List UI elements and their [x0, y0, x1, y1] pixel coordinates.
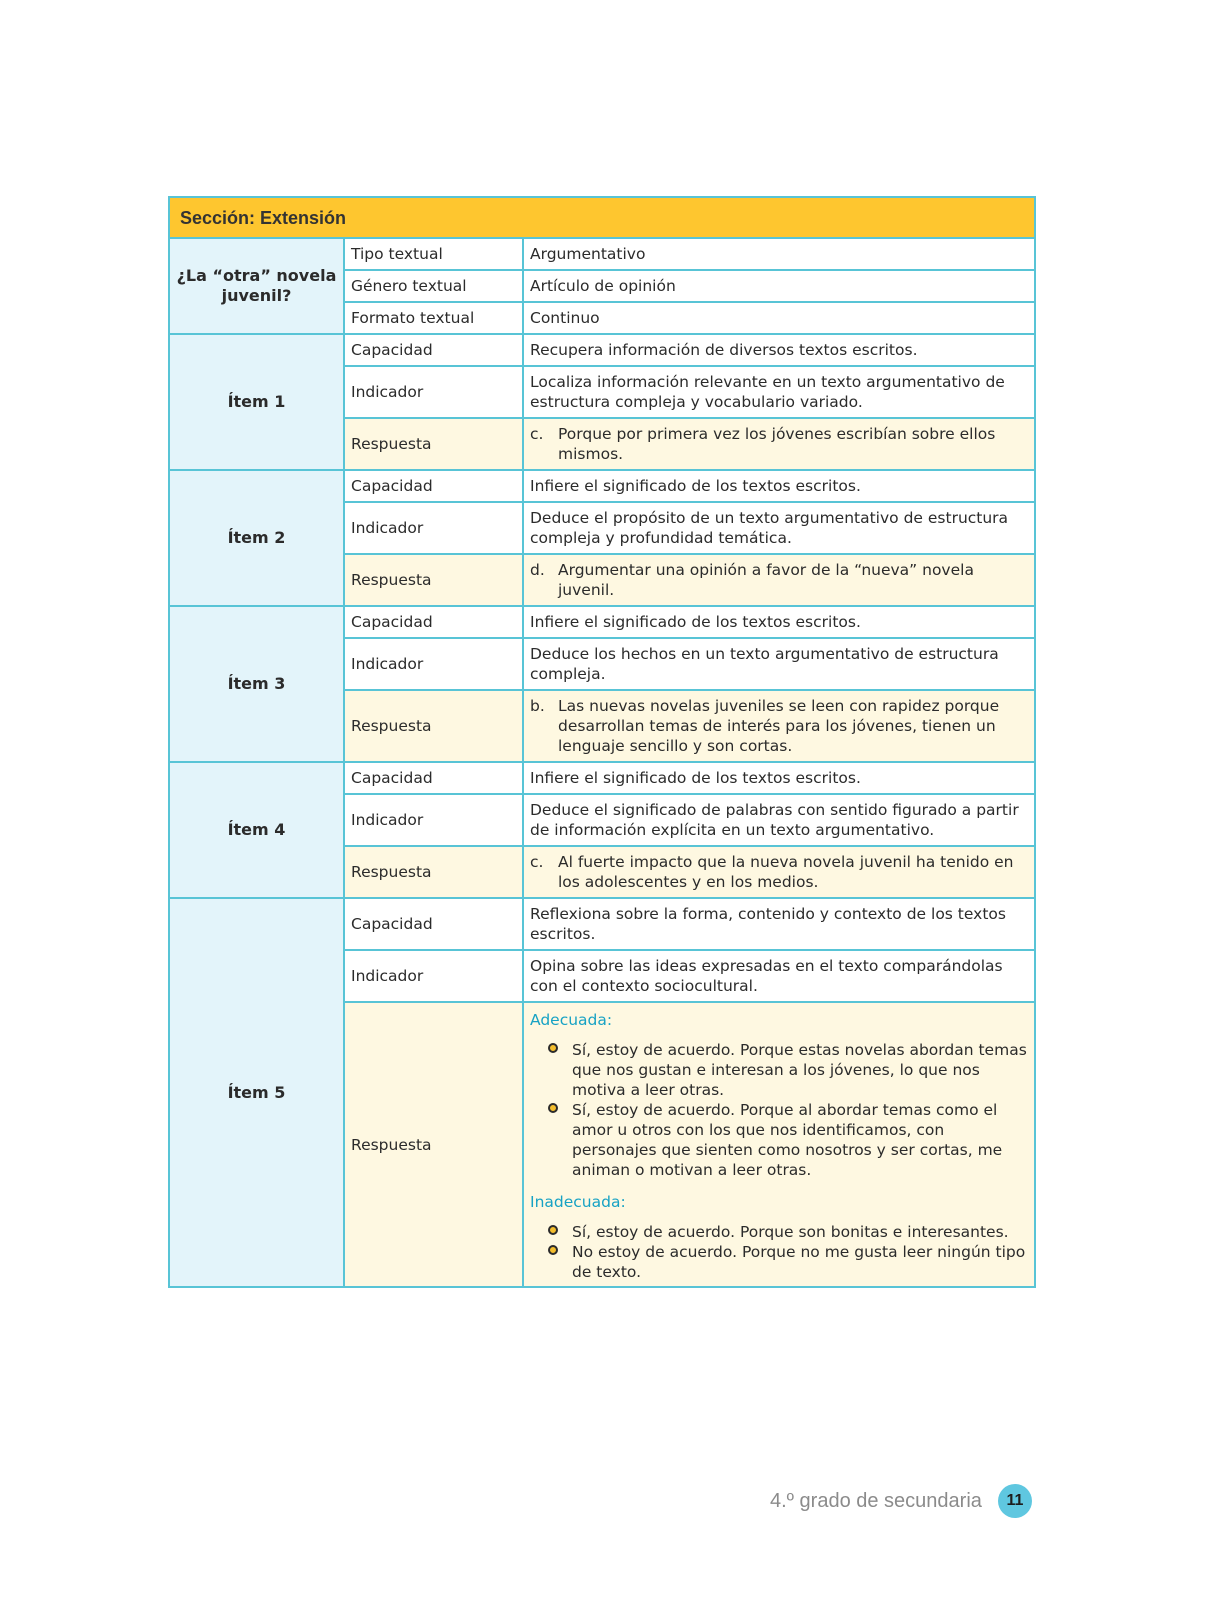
answer-text: Argumentar una opinión a favor de la “nueva” novela juvenil. — [558, 561, 974, 599]
row-label: Capacidad — [344, 334, 523, 366]
answer-letter: c. — [530, 425, 544, 443]
answer-text: Sí, estoy de acuerdo. Porque al abordar temas como el amor u otros con los que nos identificamos, con personajes que sienten como nosotros y ser cortas, me animan o motivan a leer otras. — [572, 1101, 1003, 1179]
row-label: Indicador — [344, 794, 523, 846]
row-label: Indicador — [344, 950, 523, 1002]
row-value: Argumentativo — [523, 238, 1035, 270]
row-value: Artículo de opinión — [523, 270, 1035, 302]
row-label: Género textual — [344, 270, 523, 302]
capacidad-value: Recupera información de diversos textos escritos. — [523, 334, 1035, 366]
capacidad-value: Infiere el significado de los textos escritos. — [523, 606, 1035, 638]
answer-letter: b. — [530, 697, 545, 715]
row-label: Capacidad — [344, 762, 523, 794]
row-label: Respuesta — [344, 418, 523, 470]
answer-letter: c. — [530, 853, 544, 871]
row-label: Indicador — [344, 502, 523, 554]
bullet-icon — [548, 1225, 558, 1235]
row-label: Respuesta — [344, 554, 523, 606]
list-item — [548, 1242, 1028, 1282]
row-label: Capacidad — [344, 470, 523, 502]
respuesta-value — [523, 1002, 1035, 1287]
respuesta-value — [523, 418, 1035, 470]
adecuada-list — [530, 1040, 1028, 1180]
page-number: 11 — [998, 1484, 1032, 1518]
answer-text: Las nuevas novelas juveniles se leen con rapidez porque desarrollan temas de interés para los jóvenes, tienen un lenguaje sencillo y son cortas. — [558, 697, 1000, 755]
row-value: Continuo — [523, 302, 1035, 334]
inadecuada-list — [530, 1222, 1028, 1282]
row-label: Formato textual — [344, 302, 523, 334]
capacidad-value: Infiere el significado de los textos escritos. — [523, 762, 1035, 794]
indicador-value: Opina sobre las ideas expresadas en el texto comparándolas con el contexto sociocultural. — [523, 950, 1035, 1002]
item-title: Ítem 4 — [169, 762, 344, 898]
indicador-value: Deduce los hechos en un texto argumentativo de estructura compleja. — [523, 638, 1035, 690]
row-label: Tipo textual — [344, 238, 523, 270]
capacidad-value: Infiere el significado de los textos escritos. — [523, 470, 1035, 502]
row-label: Respuesta — [344, 1002, 523, 1287]
item-title: Ítem 1 — [169, 334, 344, 470]
bullet-icon — [548, 1103, 558, 1113]
item-title: Ítem 5 — [169, 898, 344, 1287]
respuesta-value — [523, 846, 1035, 898]
item-title: Ítem 3 — [169, 606, 344, 762]
section-title: Sección: Extensión — [169, 197, 1035, 238]
answer-text: Porque por primera vez los jóvenes escribían sobre ellos mismos. — [558, 425, 996, 463]
list-item — [548, 1222, 1028, 1242]
answer-text: No estoy de acuerdo. Porque no me gusta leer ningún tipo de texto. — [572, 1243, 1026, 1281]
list-item — [548, 1100, 1028, 1180]
indicador-value: Deduce el propósito de un texto argumentativo de estructura compleja y profundidad temática. — [523, 502, 1035, 554]
answer-text: Sí, estoy de acuerdo. Porque estas novelas abordan temas que nos gustan e interesan a los jóvenes, lo que nos motiva a leer otras. — [572, 1041, 1027, 1099]
capacidad-value: Reflexiona sobre la forma, contenido y contexto de los textos escritos. — [523, 898, 1035, 950]
row-label: Respuesta — [344, 846, 523, 898]
list-item — [548, 1040, 1028, 1100]
answer-text: Sí, estoy de acuerdo. Porque son bonitas e interesantes. — [572, 1223, 1009, 1241]
indicador-value: Deduce el significado de palabras con sentido figurado a partir de información explícita en un texto argumentativo. — [523, 794, 1035, 846]
inadecuada-label: Inadecuada: — [530, 1193, 626, 1211]
indicador-value: Localiza información relevante en un texto argumentativo de estructura compleja y vocabulario variado. — [523, 366, 1035, 418]
respuesta-value — [523, 690, 1035, 762]
bullet-icon — [548, 1043, 558, 1053]
row-label: Capacidad — [344, 606, 523, 638]
answer-text: Al fuerte impacto que la nueva novela juvenil ha tenido en los adolescentes y en los medios. — [558, 853, 1014, 891]
answer-key-table — [168, 196, 1036, 1288]
item-title: Ítem 2 — [169, 470, 344, 606]
text-title-cell: ¿La “otra” novela juvenil? — [169, 238, 344, 334]
row-label: Respuesta — [344, 690, 523, 762]
respuesta-value — [523, 554, 1035, 606]
grade-label: 4.º grado de secundaria — [770, 1490, 982, 1512]
adecuada-label: Adecuada: — [530, 1011, 613, 1029]
bullet-icon — [548, 1245, 558, 1255]
row-label: Indicador — [344, 366, 523, 418]
row-label: Indicador — [344, 638, 523, 690]
row-label: Capacidad — [344, 898, 523, 950]
answer-letter: d. — [530, 561, 545, 579]
